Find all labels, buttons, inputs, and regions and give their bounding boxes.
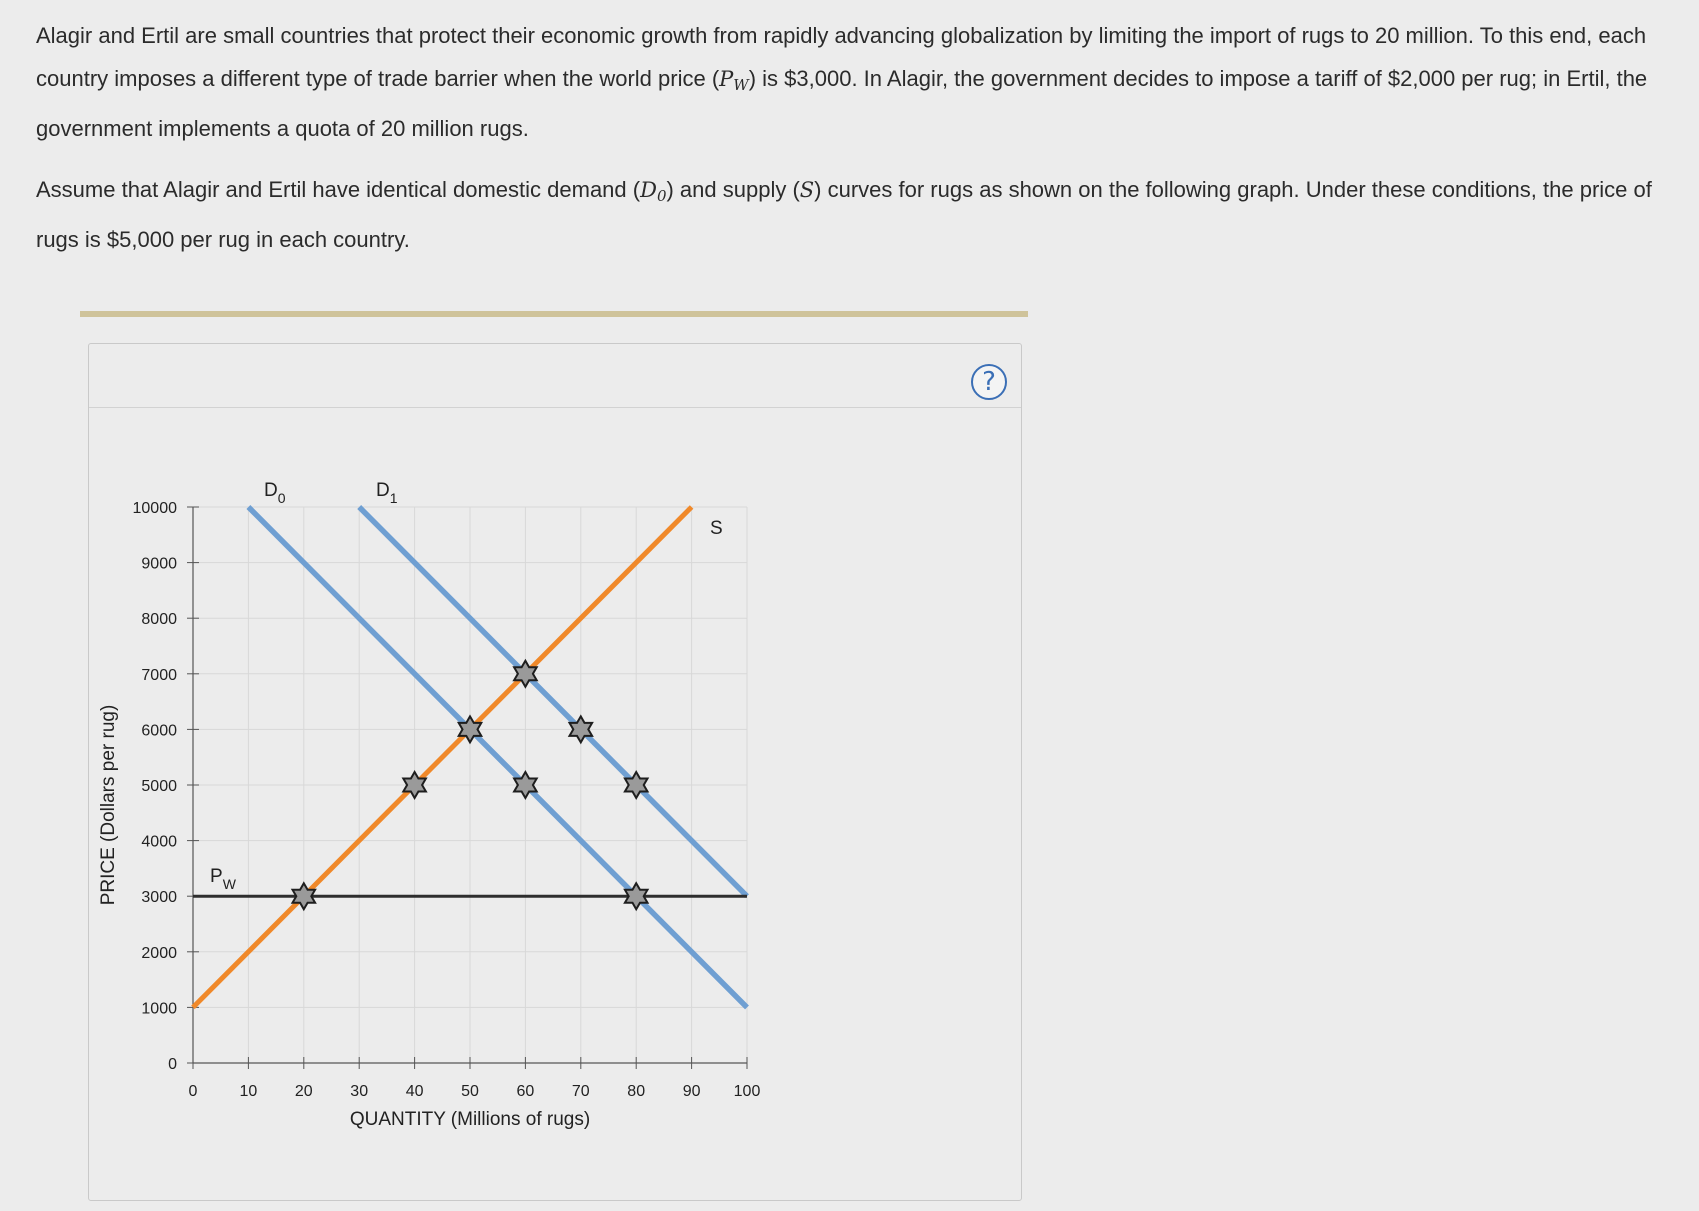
demand-curve-d1 — [359, 507, 747, 896]
demand-label-d1: $D_1$ — [376, 480, 398, 506]
y-tick-label: 3000 — [141, 889, 177, 907]
x-tick-label: 0 — [188, 1083, 198, 1100]
x-tick-label: 90 — [682, 1083, 701, 1100]
question-text — [36, 14, 1656, 279]
y-axis-title: PRICE (Dollars per rug) — [98, 704, 119, 906]
x-tick-label: 20 — [294, 1083, 313, 1100]
x-tick-label: 10 — [239, 1083, 258, 1100]
x-tick-label: 30 — [350, 1083, 369, 1100]
world-price-label: $P_W$ — [210, 866, 236, 892]
x-axis-title: QUANTITY (Millions of rugs) — [349, 1109, 591, 1130]
y-tick-label: 8000 — [141, 611, 177, 629]
x-tick-label: 80 — [627, 1083, 646, 1100]
y-tick-label: 0 — [168, 1056, 177, 1073]
question-paragraph-1: Alagir and Ertil are small countries that protect their economic growth from rapidly advancing globalization by limiting the import of rugs to 20 million. To this end, each country imposes a different type of trade barrier when the world price $(P_W)$ is $3,000. In Alagir, the government decides to impose a tariff of $2,000 per rug; in Ertil, the government implements a quota of 20 million rugs. — [36, 23, 1648, 141]
demand-curve-d0 — [248, 507, 747, 1007]
supply-label: S — [710, 518, 723, 539]
y-tick-label: 9000 — [141, 555, 177, 573]
graph-panel — [88, 343, 1022, 1201]
y-tick-label: 5000 — [141, 778, 177, 795]
world-price-symbol: $P_W$ — [719, 67, 749, 94]
y-tick-label: 4000 — [141, 833, 177, 851]
help-icon[interactable]: ? — [971, 364, 1007, 400]
section-divider — [80, 311, 1028, 317]
y-tick-label: 1000 — [141, 1000, 177, 1018]
supply-demand-chart — [89, 344, 1019, 1198]
demand-symbol: $D_0$ — [640, 178, 667, 205]
x-tick-label: 70 — [571, 1083, 590, 1100]
question-paragraph-2: Assume that Alagir and Ertil have identical domestic demand $(D_0)$ and supply (S) curves for rugs as shown on the following graph. Under these conditions, the price of rugs is $5,000 per rug in each country. — [36, 177, 1652, 252]
supply-curve — [193, 507, 692, 1007]
y-tick-label: 6000 — [141, 722, 177, 740]
x-tick-label: 60 — [516, 1083, 535, 1100]
x-tick-label: 50 — [461, 1083, 479, 1100]
x-tick-label: 40 — [405, 1083, 424, 1100]
y-tick-label: 10000 — [132, 500, 177, 517]
supply-symbol: S — [799, 178, 815, 202]
y-tick-label: 7000 — [141, 666, 177, 684]
x-tick-label: 100 — [733, 1083, 761, 1100]
demand-label-d0: $D_0$ — [264, 480, 286, 506]
y-tick-label: 2000 — [141, 944, 177, 962]
